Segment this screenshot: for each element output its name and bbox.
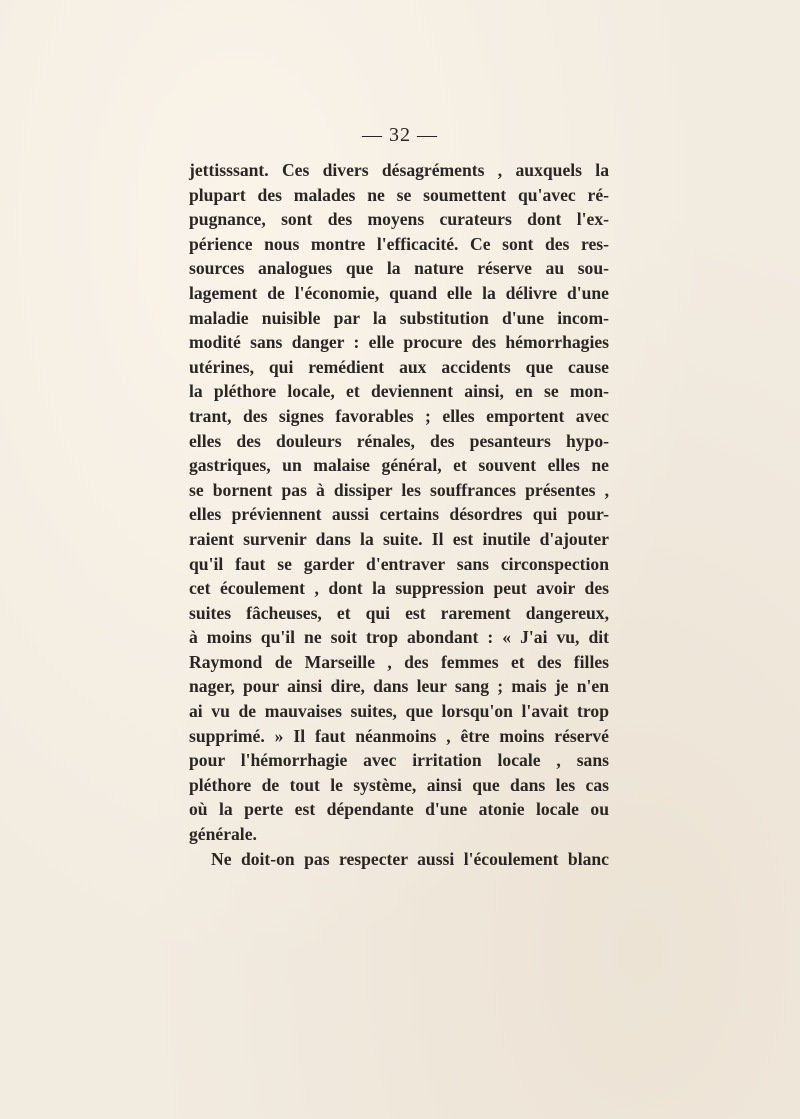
text-line: pour l'hémorrhagie avec irritation locale , sans	[189, 750, 609, 771]
text-line: à moins qu'il ne soit trop abondant : « J'ai vu, dit	[189, 627, 609, 648]
text-line: générale.	[189, 824, 257, 845]
text-line: nager, pour ainsi dire, dans leur sang ; mais je n'en	[189, 676, 609, 697]
text-line: Raymond de Marseille , des femmes et des filles	[189, 651, 609, 672]
body-text	[189, 158, 609, 871]
text-line: se bornent pas à dissiper les souffrances présentes ,	[189, 479, 609, 500]
text-line: Ne doit-on pas respecter aussi l'écoulement blanc	[211, 848, 609, 869]
text-line: utérines, qui remédient aux accidents que cause	[189, 356, 609, 377]
text-line: raient survenir dans la suite. Il est inutile d'ajouter	[189, 528, 609, 549]
text-line: jettisssant. Ces divers désagréments , auxquels la	[189, 160, 609, 180]
text-line: périence nous montre l'efficacité. Ce sont des res-	[189, 233, 609, 254]
page-number: — 32 —	[362, 124, 438, 146]
text-line: suites fâcheuses, et qui est rarement dangereux,	[189, 602, 609, 623]
text-line: la pléthore locale, et deviennent ainsi, en se mon-	[189, 381, 609, 402]
text-line: modité sans danger : elle procure des hémorrhagies	[189, 332, 609, 353]
text-line: elles des douleurs rénales, des pesanteurs hypo-	[189, 430, 609, 451]
text-line: plupart des malades ne se soumettent qu'avec ré-	[189, 184, 609, 205]
text-line: lagement de l'économie, quand elle la délivre d'une	[189, 282, 609, 303]
text-line: pugnance, sont des moyens curateurs dont l'ex-	[189, 209, 609, 230]
text-line: pléthore de tout le système, ainsi que dans les cas	[189, 774, 609, 795]
text-line: sources analogues que la nature réserve au sou-	[189, 258, 609, 279]
text-line: trant, des signes favorables ; elles emportent avec	[189, 405, 609, 426]
text-line: où la perte est dépendante d'une atonie locale ou	[189, 799, 609, 820]
text-line: ai vu de mauvaises suites, que lorsqu'on l'avait trop	[189, 701, 609, 722]
text-line: cet écoulement , dont la suppression peut avoir des	[189, 578, 609, 599]
text-line: maladie nuisible par la substitution d'une incom-	[189, 307, 609, 328]
text-line: supprimé. » Il faut néanmoins , être moins réservé	[189, 725, 609, 746]
text-line: elles préviennent aussi certains désordres qui pour-	[189, 504, 609, 525]
text-line: gastriques, un malaise général, et souvent elles ne	[189, 455, 609, 476]
text-line: qu'il faut se garder d'entraver sans circonspection	[189, 553, 609, 574]
